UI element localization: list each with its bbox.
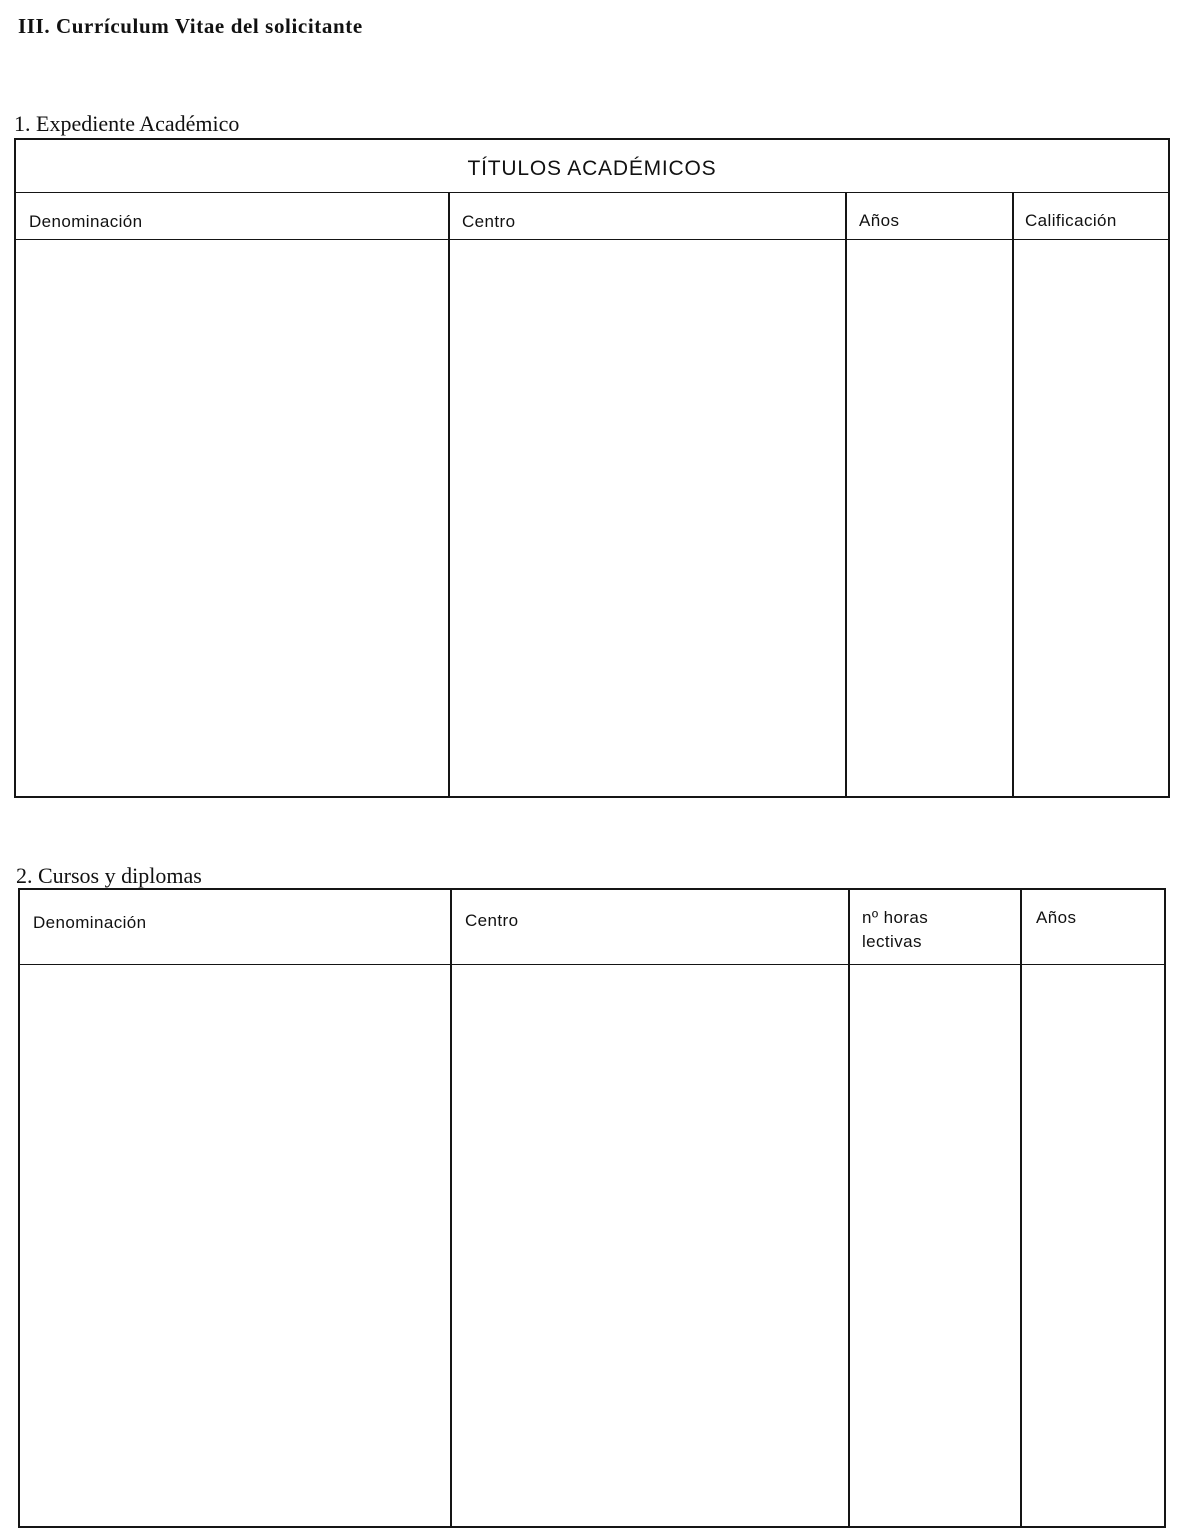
table1-calificacion-entry[interactable]	[1014, 241, 1168, 796]
table1-header-anos: Años	[859, 211, 900, 230]
table1-title: TÍTULOS ACADÉMICOS	[467, 157, 717, 180]
table2-header-denominacion: Denominación	[33, 913, 147, 932]
section-heading: III. Currículum Vitae del solicitante	[18, 14, 363, 38]
table1-denominacion-entry[interactable]	[16, 241, 448, 796]
table1-header-calificacion: Calificación	[1025, 211, 1117, 230]
table1-centro-entry[interactable]	[450, 241, 845, 796]
section1-label: 1. Expediente Académico	[14, 111, 240, 136]
table1-anos-entry[interactable]	[847, 241, 1012, 796]
table1-header-denominacion: Denominación	[29, 212, 143, 231]
table2-denominacion-entry[interactable]	[20, 966, 450, 1526]
table1-bottom-border	[14, 796, 1170, 798]
table1-right-border	[1168, 138, 1170, 798]
table1-top-border	[14, 138, 1170, 140]
table2-bottom-border	[18, 1526, 1166, 1528]
table2-horas-entry[interactable]	[850, 966, 1020, 1526]
table2-header-separator	[18, 964, 1166, 965]
table2-centro-entry[interactable]	[452, 966, 848, 1526]
table1-title-separator	[14, 192, 1170, 193]
table2-header-centro: Centro	[465, 911, 519, 930]
table2-header-anos: Años	[1036, 908, 1077, 927]
table2-header-horas-line2: lectivas	[862, 932, 922, 951]
table1-header-centro: Centro	[462, 212, 516, 231]
section2-label: 2. Cursos y diplomas	[16, 863, 202, 888]
table1-header-separator	[14, 239, 1170, 240]
table2-top-border	[18, 888, 1166, 890]
table2-right-border	[1164, 888, 1166, 1528]
table2-anos-entry[interactable]	[1022, 966, 1164, 1526]
table2-header-horas-line1: nº horas	[862, 908, 929, 927]
